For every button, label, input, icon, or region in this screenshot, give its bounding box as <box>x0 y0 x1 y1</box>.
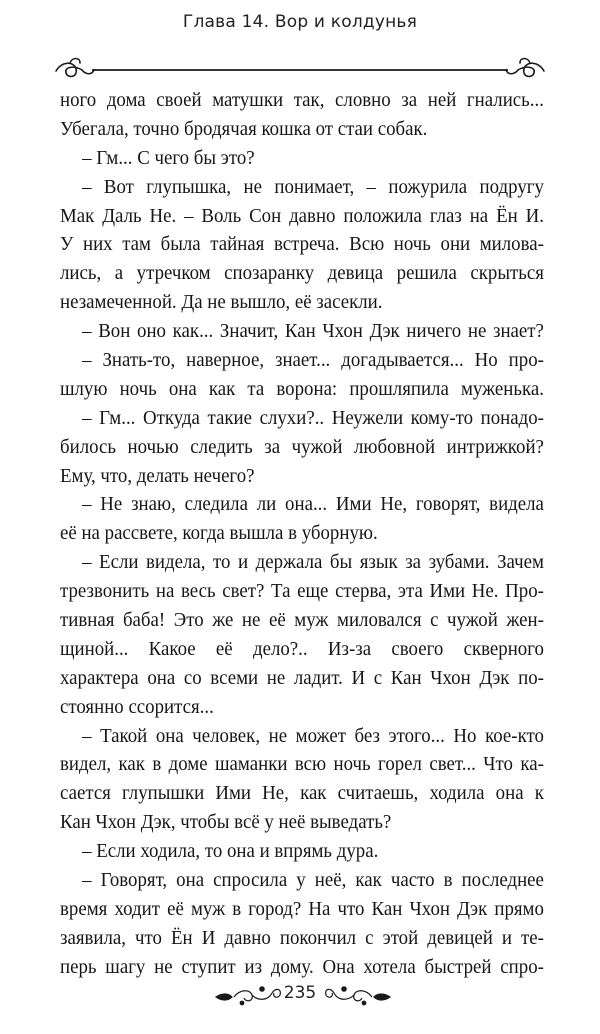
text-line: заявила, что Ён И давно покончил с этой девицей и те- <box>60 926 544 949</box>
text-line: билось ночью следить за чужой любовной интрижкой? <box>60 435 544 458</box>
page-text <box>60 86 544 982</box>
text-line: ного дома своей матушки так, словно за ней гнались... <box>60 89 544 111</box>
text-line: Кан Чхон Дэк, чтобы всё у неё выведать? <box>60 811 392 834</box>
text-line: её на рассвете, когда вышла в уборную. <box>60 522 378 545</box>
text-line: – Гм... С чего бы это? <box>82 146 255 169</box>
text-line: – Не знаю, следила ли она... Ими Не, говорят, видела <box>82 493 544 516</box>
text-line: – Если видела, то и держала бы язык за зубами. Зачем <box>82 551 544 574</box>
page-footer <box>0 981 600 1011</box>
text-line: Убегала, точно бродячая кошка от стаи собак. <box>60 117 428 140</box>
text-line: трезвонить на весь свет? Та еще стерва, эта Ими Не. Про- <box>60 580 544 603</box>
text-line: тивная баба! Это же не её муж миловался с чужой жен- <box>60 609 544 632</box>
text-line: шлую ночь она как та ворона: прошляпила муженька. <box>60 377 544 400</box>
text-line: – Вот глупышка, не понимает, – пожурила подругу <box>82 175 544 198</box>
text-line: – Если ходила, то она и впрямь дура. <box>82 840 379 863</box>
text-line: видел, как в доме шаманки всю ночь горел свет... Что ка- <box>60 753 544 776</box>
header-ornamental-rule <box>52 53 548 87</box>
text-line: щиной... Какое её дело?.. Из-за своего скверного <box>60 637 544 660</box>
text-line: – Вон оно как... Значит, Кан Чхон Дэк ничего не знает? <box>82 320 544 343</box>
text-line: лись, а утречком спозаранку девица решила скрыться <box>60 262 544 285</box>
text-line: Мак Даль Не. – Воль Сон давно положила глаз на Ён И. <box>60 204 544 227</box>
text-line: незамеченной. Да не вышло, её засекли. <box>60 291 383 314</box>
text-line: – Знать-то, наверное, знает... догадывается... Но про- <box>82 349 544 372</box>
text-line: – Гм... Откуда такие слухи?.. Неужели кому-то понадо- <box>82 406 544 429</box>
text-line: У них там была тайная встреча. Всю ночь они милова- <box>60 233 544 256</box>
running-title: Глава 14. Вор и колдунья <box>182 12 418 32</box>
text-line: – Говорят, она спросила у неё, как часто в последнее <box>82 869 544 892</box>
text-line: Ему, что, делать нечего? <box>60 464 255 487</box>
text-line: время ходит её муж в город? На что Кан Чхон Дэк прямо <box>60 897 544 920</box>
text-line: характера она со всеми не ладит. И с Кан Чхон Дэк по- <box>60 666 544 689</box>
text-line: – Такой она человек, не может без этого... Но кое-кто <box>82 724 544 747</box>
text-line: сается глупышки Ими Не, как считаешь, ходила она к <box>60 782 544 805</box>
text-line: стоянно ссорится... <box>60 695 214 718</box>
page-number: 235 <box>283 983 317 1003</box>
right-flourish-icon <box>320 981 394 1011</box>
text-line: перь шагу не ступит из дому. Она хотела быстрей спро- <box>60 955 544 978</box>
